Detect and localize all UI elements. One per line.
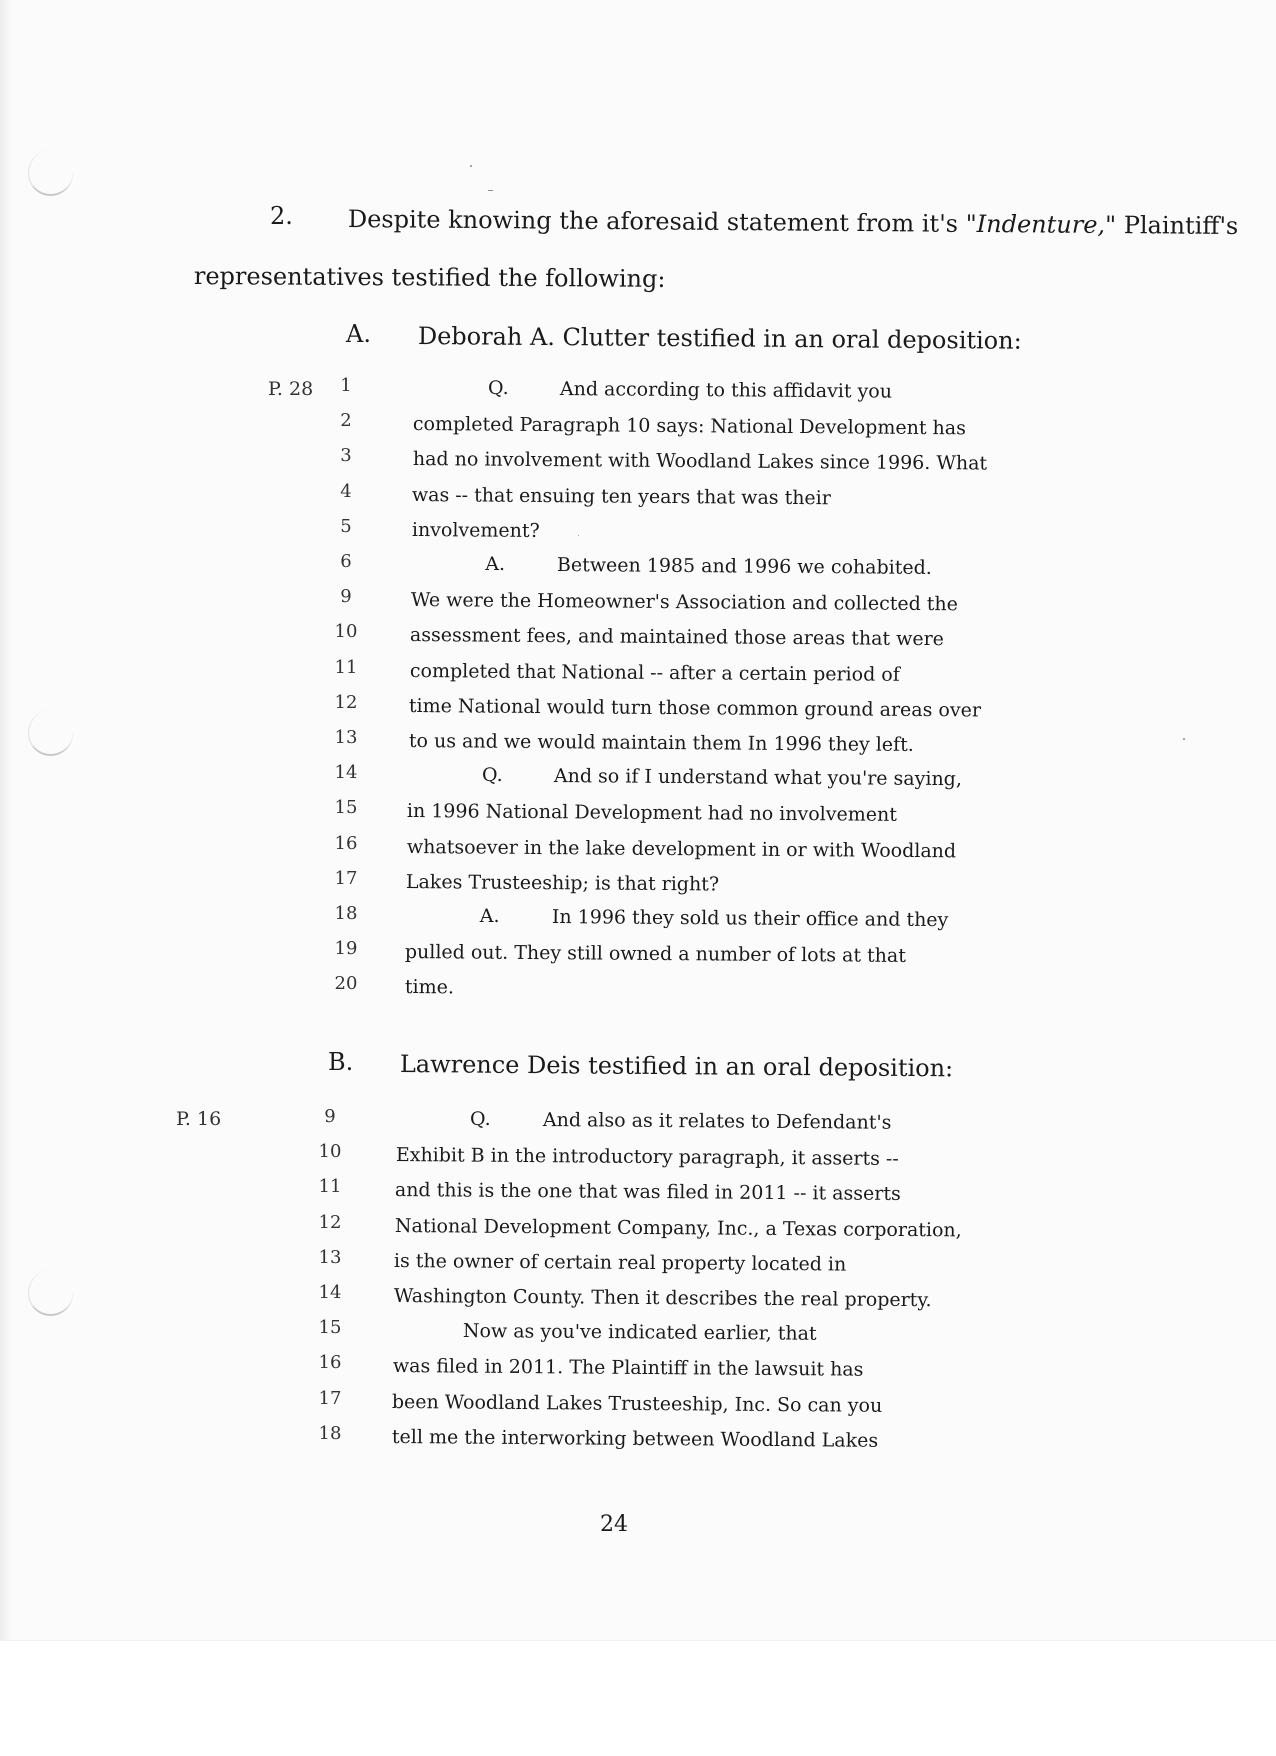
transcript-line: Between 1985 and 1996 we cohabited. [557,554,933,579]
line-number: 1 [340,375,352,396]
line-number: 10 [334,621,358,643]
scan-speck [470,165,472,167]
speaker-marker: A. [479,905,500,927]
transcript-line: Washington County. Then it describes the real property. [393,1285,932,1312]
section-b-page-ref: P. 16 [176,1108,222,1130]
line-number: 15 [318,1317,342,1339]
transcript-line: tell me the interworking between Woodland Lakes [391,1425,878,1452]
line-number: 11 [334,656,358,678]
transcript-line: had no involvement with Woodland Lakes since 1996. What [412,448,988,475]
transcript-line: time. [404,976,454,999]
line-number: 16 [318,1352,342,1374]
line-number: 3 [340,445,352,467]
section-a-letter: A. [346,320,371,348]
transcript-line: and this is the one that was filed in 2011 -- it asserts [394,1179,901,1206]
line-number: 9 [324,1106,336,1127]
transcript-line: was -- that ensuing ten years that was their [412,483,832,509]
speaker-marker: Q. [481,764,503,787]
line-number: 15 [334,797,358,819]
line-number: 11 [318,1176,342,1198]
transcript-line: assessment fees, and maintained those areas that were [409,624,945,651]
transcript-line: completed Paragraph 10 says: National Development has [413,413,967,440]
line-number: 9 [340,586,352,608]
line-number: 17 [334,867,358,889]
transcript-line: And also as it relates to Defendant's [542,1109,892,1134]
transcript-line: And so if I understand what you're saying, [553,765,962,791]
transcript-line: is the owner of certain real property located in [393,1249,847,1276]
transcript-line: time National would turn those common ground areas over [408,694,982,722]
scan-bottom-margin [0,1640,1276,1756]
transcript-line: to us and we would maintain them In 1996 they left. [408,730,914,756]
line-number: 10 [318,1141,342,1163]
punch-hole-top [28,150,73,196]
transcript-line: completed that National -- after a certain period of [409,659,900,686]
line-number: 12 [318,1211,342,1233]
paragraph-line-1-text: Despite knowing the aforesaid statement from it's [347,205,966,238]
transcript-line: And according to this affidavit you [559,378,893,403]
section-b-heading: Lawrence Deis testified in an oral deposition: [399,1050,954,1083]
line-number: 5 [340,515,352,537]
line-number: 19 [334,938,358,960]
scan-speck [578,535,579,536]
transcript-line: in 1996 National Development had no involvement [407,800,898,827]
line-number: 18 [334,903,358,924]
line-number: 12 [334,691,358,713]
transcript-line: whatsoever in the lake development in or with Woodland [406,835,957,862]
scan-speck [1183,738,1185,740]
paragraph-line-1 [348,205,1239,240]
section-b-letter: B. [328,1048,354,1076]
paragraph-line-1-end: Plaintiff's [1116,211,1239,240]
transcript-line: National Development Company, Inc., a Texas corporation, [394,1214,962,1242]
line-number: 20 [334,973,358,995]
line-number: 4 [340,480,352,502]
scan-speck [488,190,493,191]
line-number: 13 [318,1246,342,1268]
section-a-page-ref: P. 28 [268,378,314,400]
paragraph-line-2: representatives testified the following: [193,262,666,293]
line-number: 2 [340,410,352,432]
line-number: 17 [318,1387,342,1409]
transcript-line: Now as you've indicated earlier, that [462,1320,817,1345]
transcript-line: We were the Homeowner's Association and collected the [410,589,958,616]
indenture-italic: "Indenture," [965,209,1117,240]
punch-hole-bottom [28,1270,73,1316]
speaker-marker: Q. [470,1108,491,1130]
paragraph-number: 2. [270,202,293,230]
transcript-line: involvement? [411,518,540,542]
transcript-line: In 1996 they sold us their office and they [551,906,949,932]
line-number: 14 [334,762,358,784]
line-number: 16 [334,832,358,854]
speaker-marker: A. [485,553,506,575]
line-number: 18 [318,1422,342,1444]
punch-hole-middle [28,710,73,756]
transcript-line: pulled out. They still owned a number of lots at that [405,941,907,968]
page-number: 24 [600,1512,628,1537]
line-number: 14 [318,1282,342,1303]
scan-edge-shadow [0,0,12,1650]
transcript-line: Exhibit B in the introductory paragraph, it asserts -- [395,1144,899,1171]
speaker-marker: Q. [488,377,509,399]
transcript-line: Lakes Trusteeship; is that right? [406,870,720,896]
line-number: 6 [340,551,352,572]
section-a-heading: Deborah A. Clutter testified in an oral deposition: [417,322,1022,355]
line-number: 13 [334,727,358,748]
transcript-line: was filed in 2011. The Plaintiff in the lawsuit has [392,1355,864,1382]
transcript-line: been Woodland Lakes Trusteeship, Inc. So can you [391,1390,883,1417]
